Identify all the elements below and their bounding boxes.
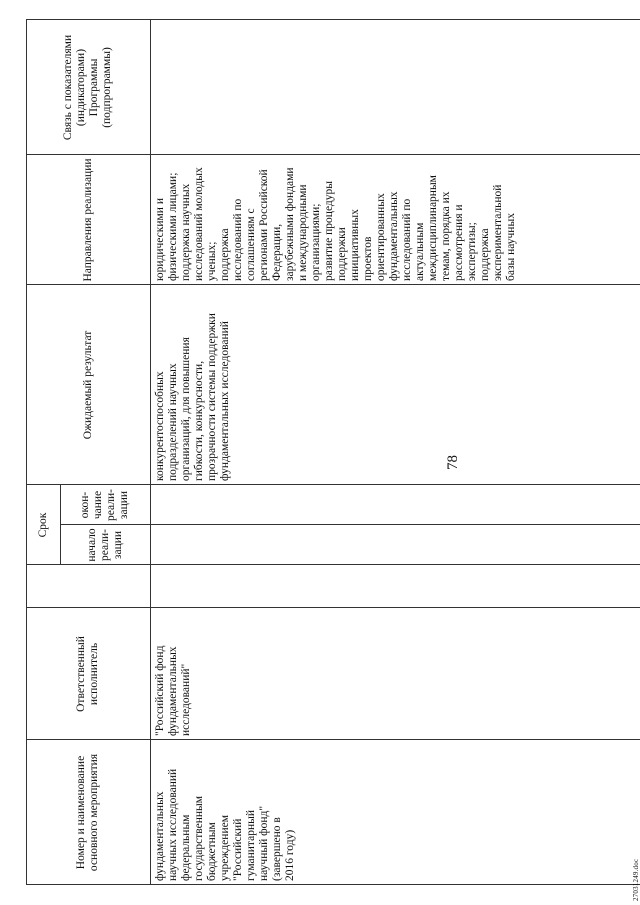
header-srok: Срок [36,512,49,538]
page-number: 78 [445,455,461,470]
col-divider-6 [26,284,640,285]
header-end: окон-чание реали-зации [79,489,130,521]
table-left-border [26,884,640,885]
col-divider-1 [26,739,640,740]
row-result: конкурентоспособных подразделений научных организаций, для повышения гибкости, конкурсности, прозрачности системы поддержки фундаментальных исследований [154,313,231,481]
col-divider-7 [26,154,640,155]
srok-divider [60,485,61,565]
col-divider-5 [26,484,640,485]
row-measure: фундаментальных научных исследований федеральным государственным бюджетным учреждением "Российский гуманитарный научный фонд" (завершено в 2016 году) [154,768,296,881]
col-divider-2 [26,607,640,608]
header-start: начало реали-зации [85,528,124,562]
col-divider-3 [26,564,640,565]
footer-filename: 27031249.doc [632,858,640,901]
header-directions: Направления реализации [81,158,94,282]
header-executor: Ответственный исполнитель [75,636,100,712]
header-link: Связь с показателями (индикаторами) Программы (подпрограммы) [62,34,113,141]
header-measure: Номер и наименование основного мероприятия [75,753,100,872]
table-top-border [26,20,27,885]
table-right-border [26,19,640,20]
header-bottom-border [150,20,151,885]
row-directions: юридическими и физическими лицами; поддержка научных исследований молодых ученых; поддержка исследований по соглашениям с регионами Российской Федерации, зарубежными фондами и международными организациями; развитие процедуры поддержки инициативных проектов ориентированных фундаментальных исследований по актуальным междисциплинарным темам, порядка их рассмотрения и экспертизы; поддержка экспериментальной базы научных [154,167,517,281]
col-divider-4 [60,524,640,525]
header-result: Ожидаемый результат [81,330,94,440]
row-executor: "Российский фонд фундаментальных исследований" [154,645,192,736]
